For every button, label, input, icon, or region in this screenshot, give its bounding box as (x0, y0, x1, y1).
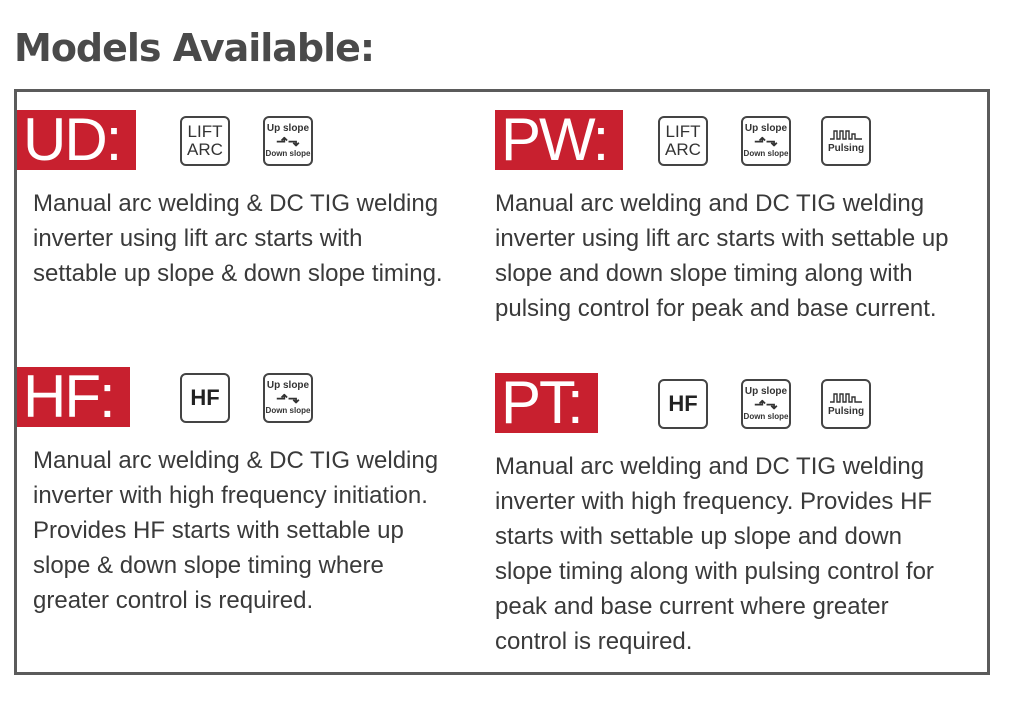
model-description: Manual arc welding & DC TIG welding inverter using lift arc starts with settable up slope & down slope timing. (33, 190, 443, 287)
lift-arc-icon: LIFT ARC (180, 116, 230, 166)
model-code-badge: HF: (17, 367, 130, 427)
page-title: Models Available: (14, 26, 375, 70)
model-description: Manual arc welding and DC TIG welding inverter using lift arc starts with settable up slope and down slope timing along with pulsing control for peak and base current. (495, 190, 949, 322)
model-code-badge: PT: (495, 373, 598, 433)
hf-icon: HF (180, 373, 230, 423)
slope-icon: Up slope ⬏⬎ Down slope (263, 373, 313, 423)
lift-arc-icon: LIFT ARC (658, 116, 708, 166)
pulsing-icon: Pulsing (821, 379, 871, 429)
pulsing-icon: Pulsing (821, 116, 871, 166)
slope-icon: Up slope ⬏⬎ Down slope (741, 116, 791, 166)
models-frame (14, 89, 990, 675)
slope-icon: Up slope ⬏⬎ Down slope (263, 116, 313, 166)
hf-icon: HF (658, 379, 708, 429)
slope-icon: Up slope ⬏⬎ Down slope (741, 379, 791, 429)
model-description: Manual arc welding & DC TIG welding inverter with high frequency initiation. Provides HF starts with settable up slope & down slope timing where greater control is required. (33, 447, 439, 614)
model-description: Manual arc welding and DC TIG welding inverter with high frequency. Provides HF starts with settable up slope and down slope timing along with pulsing control for peak and base current where greater control is required. (495, 453, 934, 655)
model-code-badge: UD: (17, 110, 136, 170)
model-code-badge: PW: (495, 110, 623, 170)
